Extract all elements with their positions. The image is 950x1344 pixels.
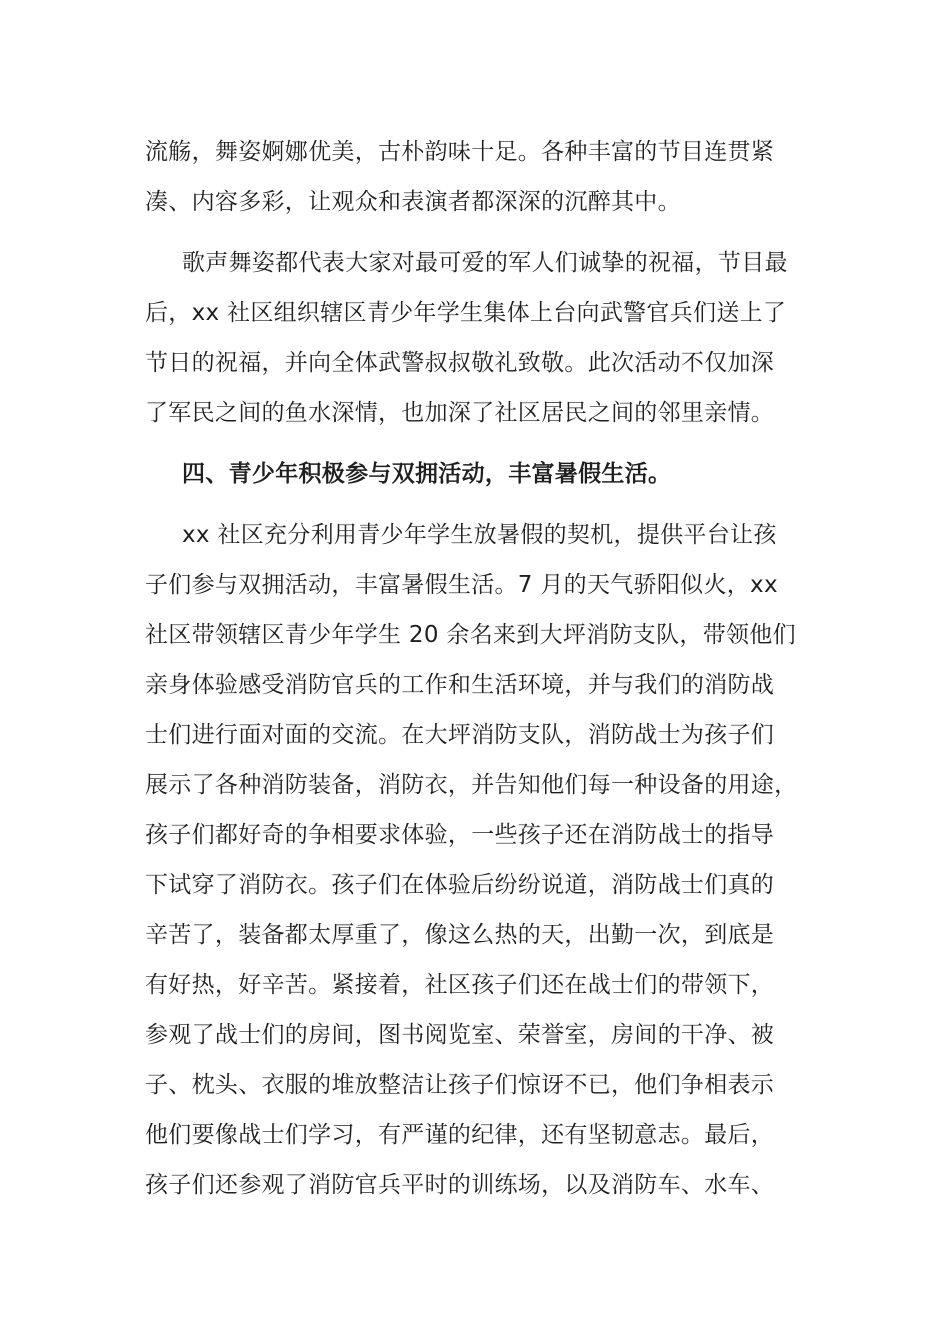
paragraph-line: 参观了战士们的房间，图书阅览室、荣誉室，房间的干净、被 — [145, 1022, 775, 1048]
paragraph-line: 后，xx 社区组织辖区青少年学生集体上台向武警官兵们送上了 — [145, 300, 787, 326]
paragraph-line: 歌声舞姿都代表大家对最可爱的军人们诚挚的祝福，节目最 — [182, 250, 788, 276]
paragraph-line: 子们参与双拥活动，丰富暑假生活。7 月的天气骄阳似火，xx — [145, 572, 778, 598]
paragraph-line: 孩子们还参观了消防官兵平时的训练场，以及消防车、水车、 — [145, 1172, 775, 1198]
paragraph-line: 亲身体验感受消防官兵的工作和生活环境，并与我们的消防战 — [145, 672, 775, 698]
paragraph-line: xx 社区充分利用青少年学生放暑假的契机，提供平台让孩 — [182, 522, 777, 548]
paragraph-line: 孩子们都好奇的争相要求体验，一些孩子还在消防战士的指导 — [145, 822, 775, 848]
paragraph-line: 流觞，舞姿婀娜优美，古朴韵味十足。各种丰富的节目连贯紧 — [145, 139, 775, 165]
paragraph-line: 子、枕头、衣服的堆放整洁让孩子们惊讶不已，他们争相表示 — [145, 1072, 775, 1098]
section-heading: 四、青少年积极参与双拥活动，丰富暑假生活。 — [182, 461, 672, 487]
paragraph-line: 节日的祝福，并向全体武警叔叔敬礼致敬。此次活动不仅加深 — [145, 350, 775, 376]
paragraph-line: 他们要像战士们学习，有严谨的纪律，还有坚韧意志。最后， — [145, 1122, 775, 1148]
paragraph-line: 了军民之间的鱼水深情，也加深了社区居民之间的邻里亲情。 — [145, 400, 775, 426]
paragraph-line: 辛苦了，装备都太厚重了，像这么热的天，出勤一次，到底是 — [145, 922, 775, 948]
paragraph-line: 有好热，好辛苦。紧接着，社区孩子们还在战士们的带领下， — [145, 972, 775, 998]
paragraph-line: 下试穿了消防衣。孩子们在体验后纷纷说道，消防战士们真的 — [145, 872, 775, 898]
paragraph-line: 士们进行面对面的交流。在大坪消防支队，消防战士为孩子们 — [145, 722, 775, 748]
paragraph-line: 凑、内容多彩，让观众和表演者都深深的沉醉其中。 — [145, 189, 681, 215]
paragraph-line: 展示了各种消防装备，消防衣，并告知他们每一种设备的用途， — [145, 772, 798, 798]
paragraph-line: 社区带领辖区青少年学生 20 余名来到大坪消防支队，带领他们 — [145, 622, 796, 648]
